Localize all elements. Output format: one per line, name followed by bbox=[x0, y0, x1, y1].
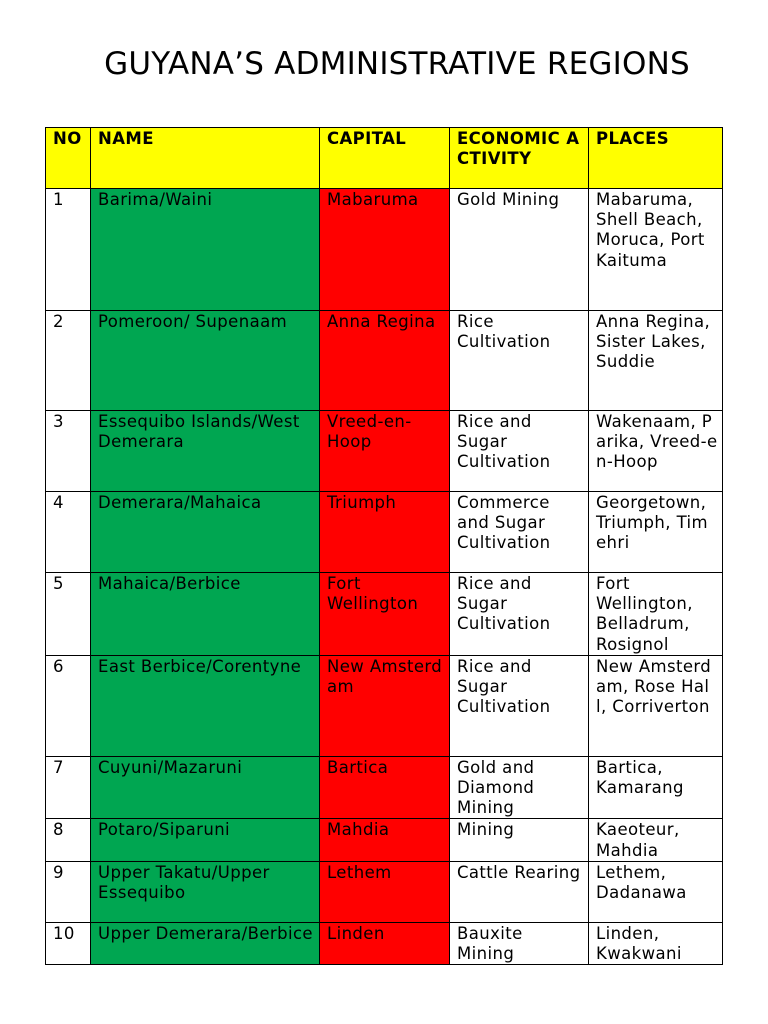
table-row bbox=[46, 573, 723, 656]
cell-places: Mabaruma, Shell Beach, Moruca, Port Kaituma bbox=[589, 189, 723, 311]
table-row bbox=[46, 492, 723, 573]
cell-no: 9 bbox=[46, 861, 91, 922]
cell-places: New Amsterdam, Rose Hall, Corriverton bbox=[589, 655, 723, 756]
header-no: NO bbox=[46, 128, 91, 189]
cell-capital: Fort Wellington bbox=[320, 573, 450, 656]
cell-no: 3 bbox=[46, 411, 91, 492]
cell-name: Barima/Waini bbox=[91, 189, 320, 311]
cell-no: 7 bbox=[46, 756, 91, 819]
table-row bbox=[46, 819, 723, 861]
page-title: GUYANA’S ADMINISTRATIVE REGIONS bbox=[104, 46, 690, 82]
cell-name: Demerara/Mahaica bbox=[91, 492, 320, 573]
header-name: NAME bbox=[91, 128, 320, 189]
table-header-row bbox=[46, 128, 723, 189]
table-row bbox=[46, 861, 723, 922]
cell-economic-activity: Rice and Sugar Cultivation bbox=[450, 411, 589, 492]
cell-name: Pomeroon/ Supenaam bbox=[91, 311, 320, 411]
cell-capital: New Amsterdam bbox=[320, 655, 450, 756]
cell-capital: Linden bbox=[320, 922, 450, 964]
cell-places: Linden, Kwakwani bbox=[589, 922, 723, 964]
cell-name: Mahaica/Berbice bbox=[91, 573, 320, 656]
cell-capital: Anna Regina bbox=[320, 311, 450, 411]
table-row bbox=[46, 411, 723, 492]
cell-economic-activity: Cattle Rearing bbox=[450, 861, 589, 922]
cell-places: Bartica, Kamarang bbox=[589, 756, 723, 819]
cell-no: 10 bbox=[46, 922, 91, 964]
cell-name: Essequibo Islands/West Demerara bbox=[91, 411, 320, 492]
cell-capital: Triumph bbox=[320, 492, 450, 573]
table-row bbox=[46, 311, 723, 411]
cell-name: Cuyuni/Mazaruni bbox=[91, 756, 320, 819]
cell-no: 2 bbox=[46, 311, 91, 411]
cell-places: Wakenaam, Parika, Vreed-en-Hoop bbox=[589, 411, 723, 492]
table-row bbox=[46, 189, 723, 311]
cell-economic-activity: Rice and Sugar Cultivation bbox=[450, 655, 589, 756]
cell-economic-activity: Bauxite Mining bbox=[450, 922, 589, 964]
cell-capital: Lethem bbox=[320, 861, 450, 922]
cell-name: Potaro/Siparuni bbox=[91, 819, 320, 861]
cell-name: East Berbice/Corentyne bbox=[91, 655, 320, 756]
cell-capital: Mahdia bbox=[320, 819, 450, 861]
cell-no: 4 bbox=[46, 492, 91, 573]
cell-places: Kaeoteur, Mahdia bbox=[589, 819, 723, 861]
cell-places: Georgetown, Triumph, Timehri bbox=[589, 492, 723, 573]
cell-capital: Mabaruma bbox=[320, 189, 450, 311]
cell-capital: Bartica bbox=[320, 756, 450, 819]
cell-places: Fort Wellington, Belladrum, Rosignol bbox=[589, 573, 723, 656]
cell-name: Upper Demerara/Berbice bbox=[91, 922, 320, 964]
cell-places: Anna Regina, Sister Lakes, Suddie bbox=[589, 311, 723, 411]
cell-no: 5 bbox=[46, 573, 91, 656]
cell-economic-activity: Rice and Sugar Cultivation bbox=[450, 573, 589, 656]
cell-places: Lethem, Dadanawa bbox=[589, 861, 723, 922]
cell-no: 6 bbox=[46, 655, 91, 756]
cell-economic-activity: Commerce and Sugar Cultivation bbox=[450, 492, 589, 573]
cell-economic-activity: Gold and Diamond Mining bbox=[450, 756, 589, 819]
regions-table bbox=[45, 127, 723, 965]
cell-no: 8 bbox=[46, 819, 91, 861]
table-row bbox=[46, 655, 723, 756]
header-capital: CAPITAL bbox=[320, 128, 450, 189]
cell-economic-activity: Rice Cultivation bbox=[450, 311, 589, 411]
table-row bbox=[46, 922, 723, 964]
cell-economic-activity: Mining bbox=[450, 819, 589, 861]
table-row bbox=[46, 756, 723, 819]
cell-no: 1 bbox=[46, 189, 91, 311]
cell-economic-activity: Gold Mining bbox=[450, 189, 589, 311]
cell-capital: Vreed-en-Hoop bbox=[320, 411, 450, 492]
header-places: PLACES bbox=[589, 128, 723, 189]
header-economic-activity: ECONOMIC ACTIVITY bbox=[450, 128, 589, 189]
cell-name: Upper Takatu/Upper Essequibo bbox=[91, 861, 320, 922]
